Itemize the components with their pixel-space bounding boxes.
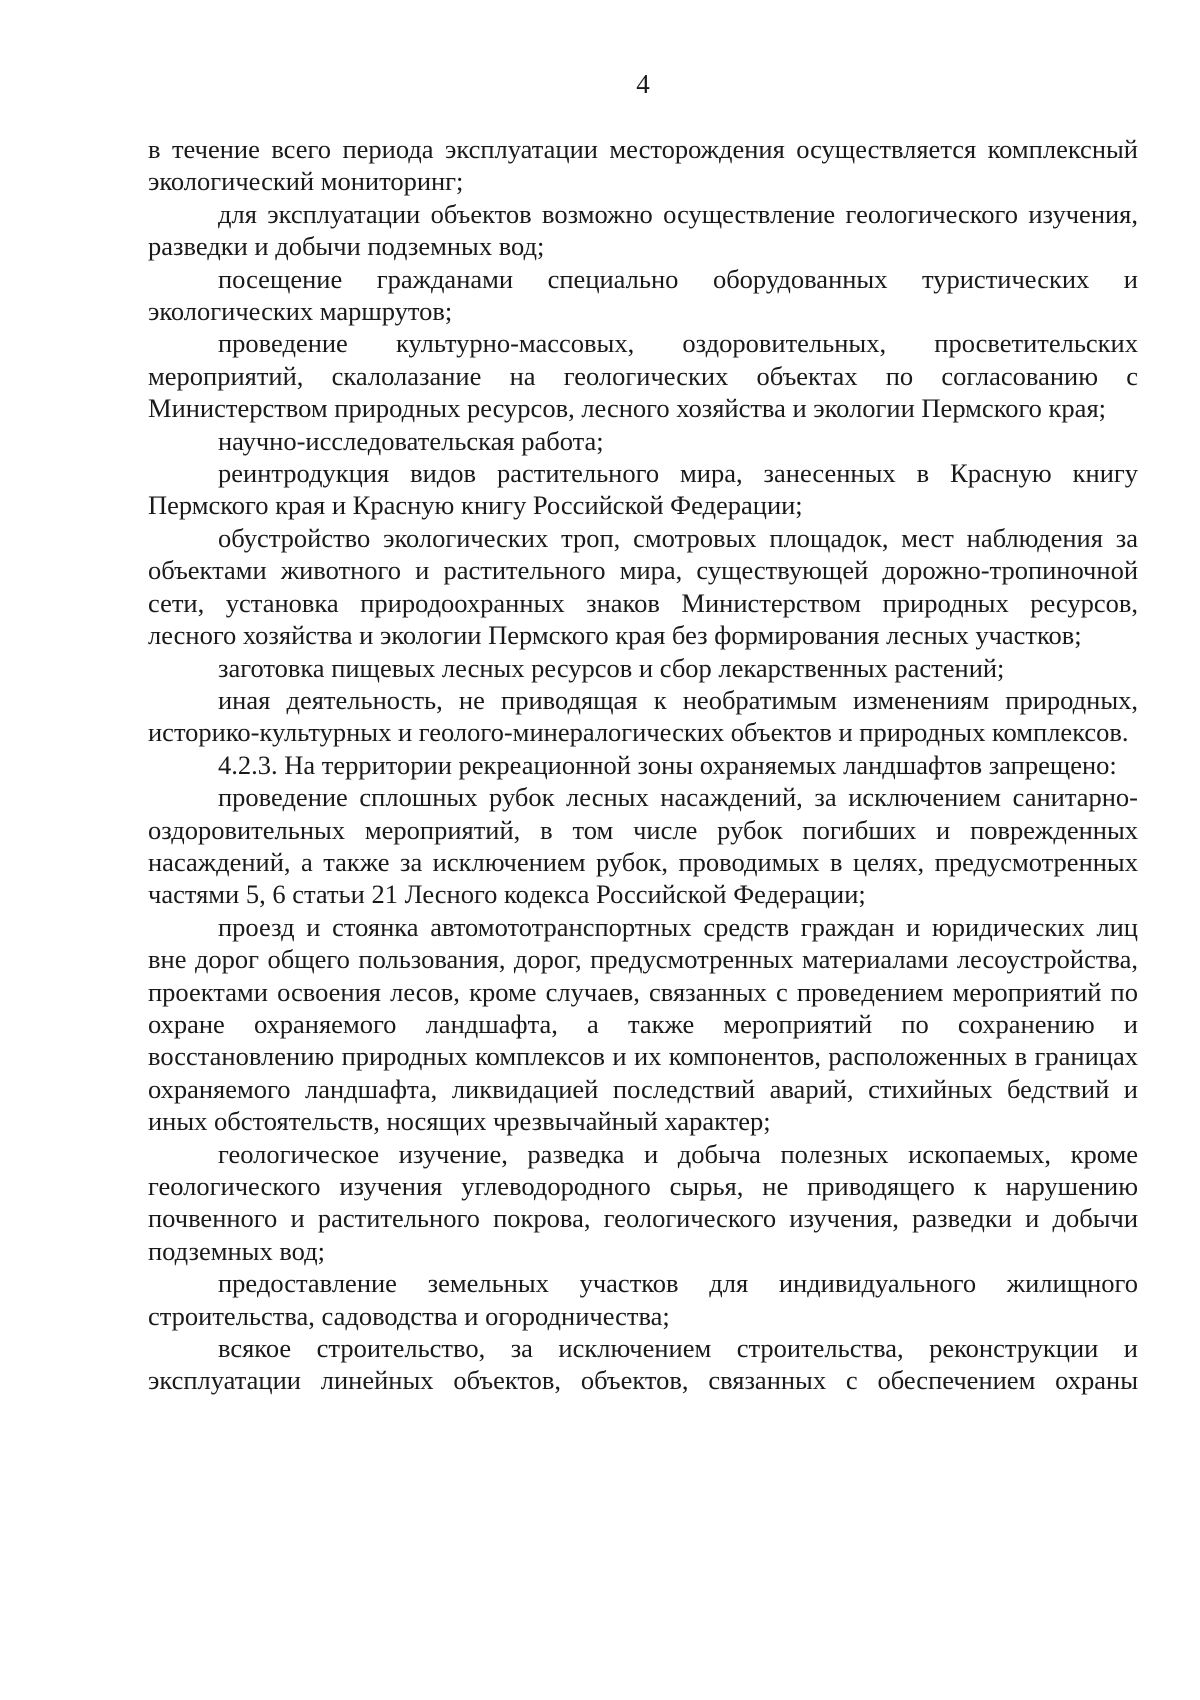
- paragraph: для эксплуатации объектов возможно осуществление геологического изучения, разведки и добычи подземных вод;: [148, 198, 1138, 262]
- paragraph: научно-исследовательская работа;: [218, 425, 604, 456]
- document-body: [148, 133, 1138, 1397]
- paragraph: проведение сплошных рубок лесных насаждений, за исключением санитарно-оздоровительных мероприятий, в том числе рубок погибших и поврежденных насаждений, а также за исключением рубок, проводимых в целях, предусмотренных частями 5, 6 статьи 21 Лесного кодекса Российской Федерации;: [148, 782, 1138, 910]
- paragraph: в течение всего периода эксплуатации месторождения осуществляется комплексный экологический мониторинг;: [148, 134, 1138, 197]
- paragraph: проезд и стоянка автомототранспортных средств граждан и юридических лиц вне дорог общего пользования, дорог, предусмотренных материалами лесоустройства, проектами освоения лесов, кроме случаев, связанных с проведением мероприятий по охране охраняемого ландшафта, а также мероприятий по сохранению и восстановлению природных комплексов и их компонентов, расположенных в границах охраняемого ландшафта, ликвидацией последствий аварий, стихийных бедствий и иных обстоятельств, носящих чрезвычайный характер;: [148, 911, 1138, 1137]
- paragraph: предоставление земельных участков для индивидуального жилищного строительства, садоводства и огородничества;: [148, 1268, 1138, 1331]
- paragraph: 4.2.3. На территории рекреационной зоны охраняемых ландшафтов запрещено:: [218, 749, 1117, 780]
- paragraph: проведение культурно-массовых, оздоровительных, просветительских мероприятий, скалолазание на геологических объектах по согласованию с Министерством природных ресурсов, лесного хозяйства и экологии Пермского края;: [148, 328, 1138, 424]
- paragraph: заготовка пищевых лесных ресурсов и сбор лекарственных растений;: [218, 652, 1005, 683]
- paragraph: всякое строительство, за исключением строительства, реконструкции и эксплуатации линейных объектов, объектов, связанных с обеспечением охраны: [148, 1333, 1138, 1396]
- paragraph: посещение гражданами специально оборудованных туристических и экологических маршрутов;: [148, 263, 1138, 327]
- paragraph: геологическое изучение, разведка и добыча полезных ископаемых, кроме геологического изучения углеводородного сырья, не приводящего к нарушению почвенного и растительного покрова, геологического изучения, разведки и добычи подземных вод;: [148, 1138, 1138, 1266]
- page-number: 4: [636, 69, 650, 99]
- paragraph: иная деятельность, не приводящая к необратимым изменениям природных, историко-культурных и геолого-минералогических объектов и природных комплексов.: [148, 684, 1138, 748]
- paragraph: обустройство экологических троп, смотровых площадок, мест наблюдения за объектами животного и растительного мира, существующей дорожно-тропиночной сети, установка природоохранных знаков Министерством природных ресурсов, лесного хозяйства и экологии Пермского края без формирования лесных участков;: [148, 522, 1138, 651]
- paragraph: реинтродукция видов растительного мира, занесенных в Красную книгу Пермского края и Красную книгу Российской Федерации;: [148, 458, 1138, 521]
